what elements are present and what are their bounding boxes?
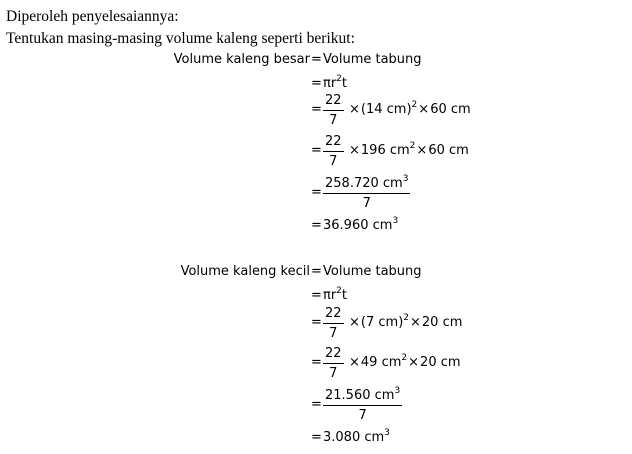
- small-lhs-label: Volume kaleng kecil: [180, 264, 310, 279]
- small-step-volume-tabung: Volume tabung: [323, 264, 422, 279]
- big-lhs-label: Volume kaleng besar: [173, 52, 310, 67]
- equals-sign: =: [311, 397, 322, 412]
- big-step-square: ×196 $cm^2\times 60$ cm: [349, 141, 469, 158]
- small-step-substitution: ×(7 cm)$^2$×20 cm: [349, 313, 463, 330]
- big-step-formula: $\pi r^2t$: [323, 74, 348, 91]
- equals-sign: =: [311, 264, 322, 279]
- intro-line-2: Tentukan masing-masing volume kaleng seperti berikut:: [6, 30, 355, 47]
- big-result: 36.960 $cm^3$: [323, 216, 399, 233]
- equals-sign: =: [311, 185, 322, 200]
- intro-line-1: Diperoleh penyelesaiannya:: [6, 8, 179, 25]
- equals-sign: =: [311, 76, 322, 91]
- equals-sign: =: [311, 315, 322, 330]
- equals-sign: =: [311, 52, 322, 67]
- big-product-fraction: 258.720 $cm^3$ 7: [325, 174, 409, 211]
- fraction-22-7: 22 7: [325, 346, 342, 381]
- big-step-volume-tabung: Volume tabung: [323, 52, 422, 67]
- fraction-22-7: 22 7: [325, 93, 342, 128]
- small-product-fraction: 21.560 $cm^3$ 7: [325, 386, 401, 423]
- small-step-square: ×49 $cm^2\times 20$ cm: [349, 353, 461, 370]
- fraction-22-7: 22 7: [325, 134, 342, 169]
- equals-sign: =: [311, 143, 322, 158]
- equals-sign: =: [311, 102, 322, 117]
- small-step-formula: $\pi r^2t$: [323, 286, 348, 303]
- equals-sign: =: [311, 218, 322, 233]
- equals-sign: =: [311, 430, 322, 445]
- big-step-substitution: ×(14 cm)$^2$×60 cm: [349, 100, 471, 117]
- equals-sign: =: [311, 288, 322, 303]
- small-result: 3.080 $cm^3$: [323, 428, 390, 445]
- equals-sign: =: [311, 355, 322, 370]
- fraction-22-7: 22 7: [325, 306, 342, 341]
